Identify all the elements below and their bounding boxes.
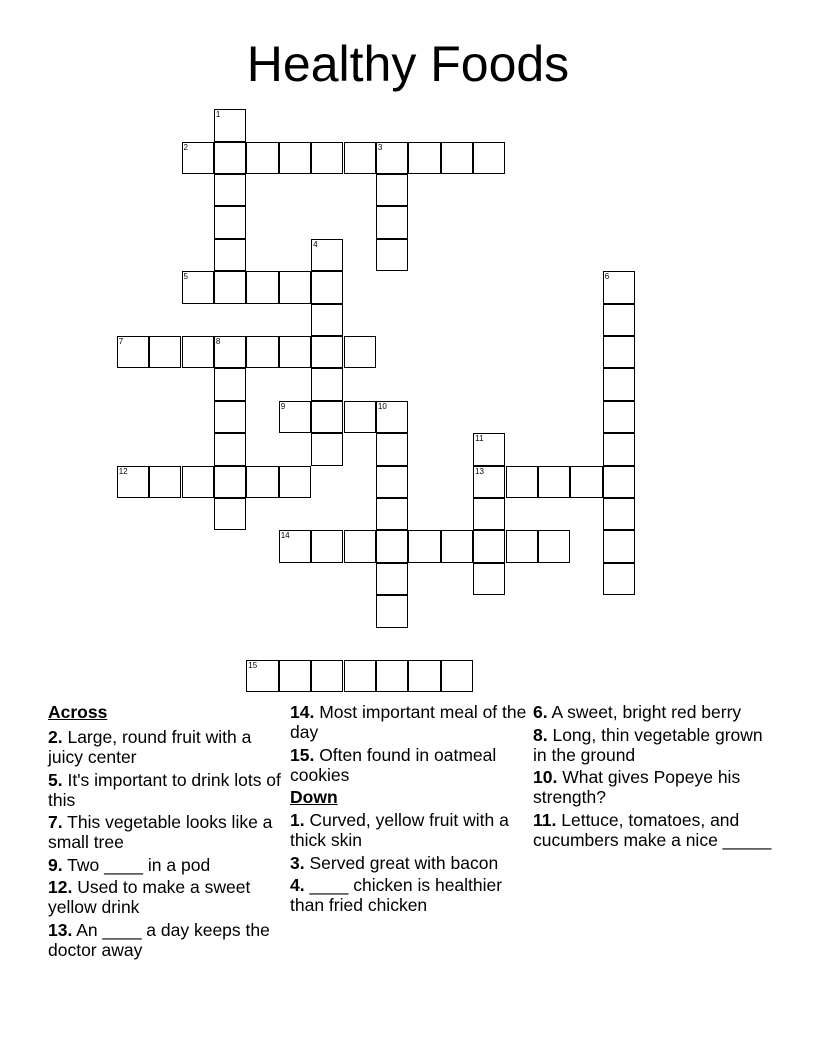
grid-cell[interactable] [603,563,635,595]
clue-number: 1. [290,810,305,830]
grid-cell[interactable] [473,563,505,595]
grid-cell[interactable] [279,660,311,692]
clue-text: Two ____ in a pod [62,854,211,875]
clue-across-13 [48,920,288,960]
grid-cell[interactable] [344,336,376,368]
grid-cell[interactable] [538,466,570,498]
grid-cell[interactable] [279,466,311,498]
cell-number: 9 [280,401,286,411]
clue-down-1 [290,810,530,850]
clue-text: What gives Popeye his strength? [533,767,741,807]
grid-cell[interactable] [441,660,473,692]
clue-down-8 [533,725,773,765]
cell-number: 8 [215,337,221,346]
clue-text: Served great with bacon [304,852,499,873]
clue-text: It's important to drink lots of this [48,769,281,810]
grid-cell[interactable] [603,304,635,336]
grid-cell[interactable] [473,530,505,562]
cell-number: 10 [377,401,387,411]
grid-cell[interactable] [344,142,376,174]
grid-cell[interactable] [441,142,473,174]
clue-number: 7. [48,812,63,832]
clue-number: 15. [290,744,315,765]
clue-text: Lettuce, tomatoes, and cucumbers make a nice _____ [533,809,772,850]
clue-column-2 [290,702,530,918]
grid-cell[interactable] [311,530,343,562]
grid-cell[interactable] [376,595,408,627]
clue-number: 5. [48,769,63,790]
clue-number: 3. [290,852,305,873]
clue-across-7 [48,812,288,852]
grid-cell[interactable] [246,271,278,303]
grid-cell[interactable] [603,271,635,303]
grid-cell[interactable] [408,660,440,692]
grid-cell[interactable] [376,174,408,206]
grid-cell[interactable] [538,530,570,562]
grid-cell[interactable] [376,530,408,562]
cell-number: 15 [248,661,258,670]
grid-cell[interactable] [214,498,246,530]
grid-cell[interactable] [311,239,343,271]
grid-cell[interactable] [214,336,246,368]
clue-text: An ____ a day keeps the doctor away [48,919,270,960]
clue-number: 13. [48,919,73,940]
down-heading: Down [290,787,338,807]
grid-cell[interactable] [214,109,246,141]
clue-text: Long, thin vegetable grown in the ground [533,724,763,765]
clue-number: 11. [533,809,557,830]
grid-cell[interactable] [376,660,408,692]
clue-text: Large, round fruit with a juicy center [48,727,252,767]
clue-number: 9. [48,854,63,875]
grid-cell[interactable] [214,206,246,238]
clue-number: 10. [533,767,558,787]
grid-cell[interactable] [506,466,538,498]
grid-cell[interactable] [182,336,214,368]
grid-cell[interactable] [149,466,181,498]
grid-cell[interactable] [473,466,505,498]
clue-column-1 [48,702,288,962]
grid-cell[interactable] [376,466,408,498]
clue-number: 6. [533,702,548,722]
grid-cell[interactable] [311,271,343,303]
grid-cell[interactable] [214,174,246,206]
grid-cell[interactable] [376,142,408,174]
grid-cell[interactable] [182,466,214,498]
clue-text: A sweet, bright red berry [547,702,742,722]
across-heading: Across [48,702,108,722]
grid-cell[interactable] [279,530,311,562]
grid-cell[interactable] [376,401,408,433]
grid-cell[interactable] [603,336,635,368]
cell-number: 3 [377,142,383,152]
clue-across-12 [48,877,288,917]
grid-cell[interactable] [246,466,278,498]
grid-cell[interactable] [117,466,149,498]
cell-number: 14 [280,531,290,541]
grid-cell[interactable] [214,466,246,498]
grid-cell[interactable] [344,401,376,433]
grid-cell[interactable] [214,271,246,303]
clue-number: 12. [48,877,73,897]
grid-cell[interactable] [603,530,635,562]
clue-across-9 [48,855,288,875]
grid-cell[interactable] [376,498,408,530]
cell-number: 4 [313,239,318,249]
grid-cell[interactable] [279,336,311,368]
cell-number: 12 [118,466,128,476]
grid-cell[interactable] [473,142,505,174]
clue-column-3 [533,702,773,852]
grid-cell[interactable] [246,660,278,692]
grid-cell[interactable] [570,466,602,498]
clue-text: This vegetable looks like a small tree [48,812,273,852]
cell-number: 6 [604,272,610,282]
clue-across-2 [48,727,288,767]
puzzle-title: Healthy Foods [246,36,570,92]
cell-number: 13 [475,466,484,476]
grid-cell[interactable] [214,401,246,433]
grid-cell[interactable] [473,498,505,530]
grid-cell[interactable] [311,142,343,174]
grid-cell[interactable] [376,239,408,271]
clue-down-3 [290,853,530,873]
grid-cell[interactable] [344,530,376,562]
grid-cell[interactable] [149,336,181,368]
grid-cell[interactable] [311,433,343,465]
grid-cell[interactable] [246,142,278,174]
grid-cell[interactable] [603,401,635,433]
clue-text: Curved, yellow fruit with a thick skin [290,810,509,850]
grid-cell[interactable] [214,142,246,174]
clue-text: Used to make a sweet yellow drink [48,877,251,917]
grid-cell[interactable] [117,336,149,368]
grid-cell[interactable] [214,239,246,271]
grid-cell[interactable] [603,433,635,465]
grid-cell[interactable] [279,271,311,303]
grid-cell[interactable] [311,401,343,433]
grid-cell[interactable] [311,304,343,336]
grid-cell[interactable] [279,142,311,174]
clue-down-4 [290,875,530,915]
grid-cell[interactable] [603,498,635,530]
grid-cell[interactable] [408,142,440,174]
clue-text: Most important meal of the day [290,702,527,742]
grid-cell[interactable] [408,530,440,562]
clue-text: Often found in oatmeal cookies [290,744,497,785]
grid-cell[interactable] [506,530,538,562]
clue-across-14 [290,702,530,742]
clue-down-11 [533,810,773,850]
grid-cell[interactable] [311,660,343,692]
grid-cell[interactable] [311,368,343,400]
clue-number: 4. [290,875,305,895]
grid-cell[interactable] [182,271,214,303]
clue-number: 8. [533,724,548,745]
grid-cell[interactable] [311,336,343,368]
grid-cell[interactable] [603,466,635,498]
clue-down-6 [533,702,773,722]
grid-cell[interactable] [603,368,635,400]
grid-cell[interactable] [182,142,214,174]
cell-number: 1 [215,110,221,120]
grid-cell[interactable] [246,336,278,368]
grid-cell[interactable] [376,433,408,465]
clue-down-10 [533,767,773,807]
cell-number: 5 [183,272,188,282]
cell-number: 11 [475,434,484,444]
grid-cell[interactable] [473,433,505,465]
clue-number: 2. [48,727,63,747]
grid-cell[interactable] [214,368,246,400]
clue-across-15 [290,745,530,785]
grid-cell[interactable] [279,401,311,433]
grid-cell[interactable] [376,563,408,595]
cell-number: 7 [118,337,124,346]
clue-number: 14. [290,702,315,722]
clue-across-5 [48,770,288,810]
grid-cell[interactable] [344,660,376,692]
grid-cell[interactable] [214,433,246,465]
clue-text: ____ chicken is healthier than fried chicken [290,875,503,915]
cell-number: 2 [183,142,188,152]
grid-cell[interactable] [441,530,473,562]
grid-cell[interactable] [376,206,408,238]
